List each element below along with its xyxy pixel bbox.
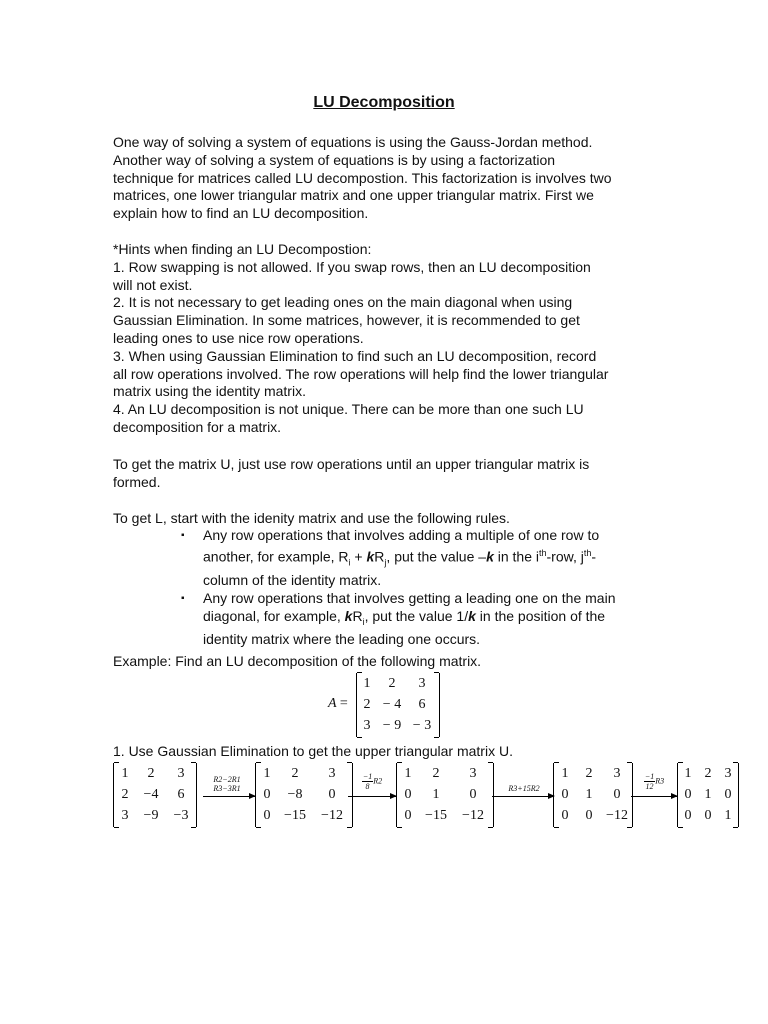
- text-line: leading ones to use nice row operations.: [113, 329, 364, 346]
- text-line: matrix using the identity matrix.: [113, 383, 306, 400]
- elim-matrix-1: [113, 763, 197, 827]
- matrix-cell: 0: [684, 786, 692, 802]
- row-operation-label: $\frac{-1}{12}$ R3: [644, 772, 665, 791]
- row-operation-label: R3+15R2: [508, 784, 540, 793]
- matrix-cell: 2: [121, 786, 129, 802]
- matrix-cell: 0: [263, 808, 271, 824]
- matrix-cell: − 4: [382, 696, 402, 712]
- text-line: To get the matrix U, just use row operations until an upper triangular matrix is: [113, 456, 590, 472]
- text-line: To get L, start with the idenity matrix and use the following rules.: [113, 510, 510, 526]
- matrix-cell: −15: [284, 808, 306, 824]
- arrow-icon: [203, 796, 255, 797]
- text-line: identity matrix where the leading one occurs.: [203, 631, 481, 648]
- text-line: decomposition for a matrix.: [113, 418, 282, 435]
- matrix-cell: 1: [585, 786, 593, 802]
- matrix-cell: 1: [724, 808, 732, 824]
- elim-matrix-4: [553, 763, 633, 827]
- matrix-cell: 2: [363, 696, 371, 712]
- matrix-cell: 0: [724, 786, 732, 802]
- text-line: will not exist.: [113, 276, 193, 293]
- bullet-marker: ▪: [181, 530, 185, 541]
- matrix-cell: 3: [418, 675, 426, 691]
- matrix-cell: 2: [585, 765, 593, 781]
- matrix-cell: 0: [263, 786, 271, 802]
- matrix-cell: 3: [121, 808, 129, 824]
- arrow-icon: [348, 796, 396, 797]
- text-line: *Hints when finding an LU Decompostion:: [113, 241, 372, 257]
- page-title: LU Decomposition: [313, 94, 455, 111]
- text-line: One way of solving a system of equations is using the Gauss-Jordan method.: [113, 134, 593, 150]
- list-item: [181, 590, 661, 649]
- elim-matrix-2: [255, 763, 353, 827]
- matrix-cell: 2: [432, 765, 440, 781]
- matrix-cell: 3: [724, 765, 732, 781]
- row-operation-label: $\frac{-1}{8}$ R2: [362, 772, 383, 791]
- matrix-cell: 0: [561, 786, 569, 802]
- matrix-cell: 6: [177, 786, 185, 802]
- matrix-cell: 0: [684, 808, 692, 824]
- matrix-cell: 2: [704, 765, 712, 781]
- text-line: matrices, one lower triangular matrix and one upper triangular matrix. First we: [113, 187, 594, 204]
- text-line: Another way of solving a system of equations is by using a factorization: [113, 151, 556, 168]
- matrix-cell: −4: [143, 786, 159, 802]
- text-line: another, for example, $R_i + kR_j$, put the value –k in the $i^{th}$-row, $j^{th}-$: [203, 547, 597, 568]
- matrix-cell: 0: [585, 808, 593, 824]
- matrix-cell: 6: [418, 696, 426, 712]
- matrix-cell: 1: [432, 786, 440, 802]
- text-line: 3. When using Gaussian Elimination to find such an LU decomposition, record: [113, 347, 597, 364]
- matrix-cell: −8: [287, 786, 303, 802]
- arrow-icon: [631, 796, 677, 797]
- l-rule-intro: [113, 510, 658, 528]
- matrix-cell: 0: [469, 786, 477, 802]
- matrix-cell: 0: [704, 808, 712, 824]
- matrix-cell: 1: [684, 765, 692, 781]
- step-1-text: [113, 743, 658, 761]
- text-line: 4. An LU decomposition is not unique. There can be more than one such LU: [113, 401, 584, 418]
- matrix-cell: 3: [363, 718, 371, 734]
- matrix-cell: 0: [404, 808, 412, 824]
- matrix-a: [356, 673, 440, 737]
- matrix-cell: 3: [328, 765, 336, 781]
- matrix-cell: 1: [363, 675, 371, 691]
- example-prompt: [113, 653, 658, 671]
- matrix-cell: − 3: [412, 718, 432, 734]
- matrix-cell: − 9: [382, 718, 402, 734]
- l-rules-list: [181, 527, 661, 649]
- text-line: Gaussian Elimination. In some matrices, however, it is recommended to get: [113, 312, 580, 329]
- text-line: formed.: [113, 473, 161, 490]
- matrix-cell: 2: [388, 675, 396, 691]
- text-line: 1. Row swapping is not allowed. If you swap rows, then an LU decomposition: [113, 258, 591, 275]
- matrix-cell: −12: [321, 808, 343, 824]
- text-line: diagonal, for example, $kR_i$, put the value 1/k in the position of the: [203, 607, 606, 627]
- matrix-cell: −15: [425, 808, 447, 824]
- list-item: [181, 527, 661, 590]
- matrix-a-label: A =: [328, 696, 348, 711]
- matrix-cell: −12: [606, 808, 628, 824]
- text-line: all row operations involved. The row operations will help find the lower triangular: [113, 365, 609, 382]
- intro-paragraph: [113, 134, 658, 223]
- matrix-cell: −12: [462, 808, 484, 824]
- matrix-cell: 1: [404, 765, 412, 781]
- text-line: explain how to find an LU decomposition.: [113, 205, 369, 222]
- matrix-cell: −3: [173, 808, 189, 824]
- matrix-cell: 0: [328, 786, 336, 802]
- matrix-cell: 3: [177, 765, 185, 781]
- elim-matrix-5: [677, 763, 739, 827]
- text-line: 1. Use Gaussian Elimination to get the upper triangular matrix U.: [113, 743, 513, 759]
- matrix-cell: 1: [121, 765, 129, 781]
- matrix-cell: 0: [561, 808, 569, 824]
- matrix-cell: 3: [613, 765, 621, 781]
- matrix-cell: 1: [561, 765, 569, 781]
- matrix-cell: 1: [704, 786, 712, 802]
- matrix-cell: 3: [469, 765, 477, 781]
- text-line: Example: Find an LU decomposition of the following matrix.: [113, 653, 482, 669]
- text-line: Any row operations that involves adding a multiple of one row to: [203, 527, 600, 543]
- u-rule-paragraph: [113, 456, 658, 492]
- matrix-cell: −9: [143, 808, 159, 824]
- text-line: column of the identity matrix.: [203, 572, 382, 589]
- matrix-cell: 2: [291, 765, 299, 781]
- matrix-cell: 0: [613, 786, 621, 802]
- text-line: Any row operations that involves getting a leading one on the main: [203, 589, 616, 606]
- hints-section: [113, 241, 658, 437]
- row-operation-label: R2−2R1 R3−3R1: [213, 775, 241, 793]
- bullet-marker: ▪: [181, 592, 185, 604]
- text-line: technique for matrices called LU decompostion. This factorization is involves two: [113, 169, 612, 186]
- matrix-cell: 0: [404, 786, 412, 802]
- elim-matrix-3: [396, 763, 494, 827]
- matrix-cell: 1: [263, 765, 271, 781]
- arrow-icon: [492, 796, 554, 797]
- text-line: 2. It is not necessary to get leading ones on the main diagonal when using: [113, 294, 573, 311]
- matrix-cell: 2: [147, 765, 155, 781]
